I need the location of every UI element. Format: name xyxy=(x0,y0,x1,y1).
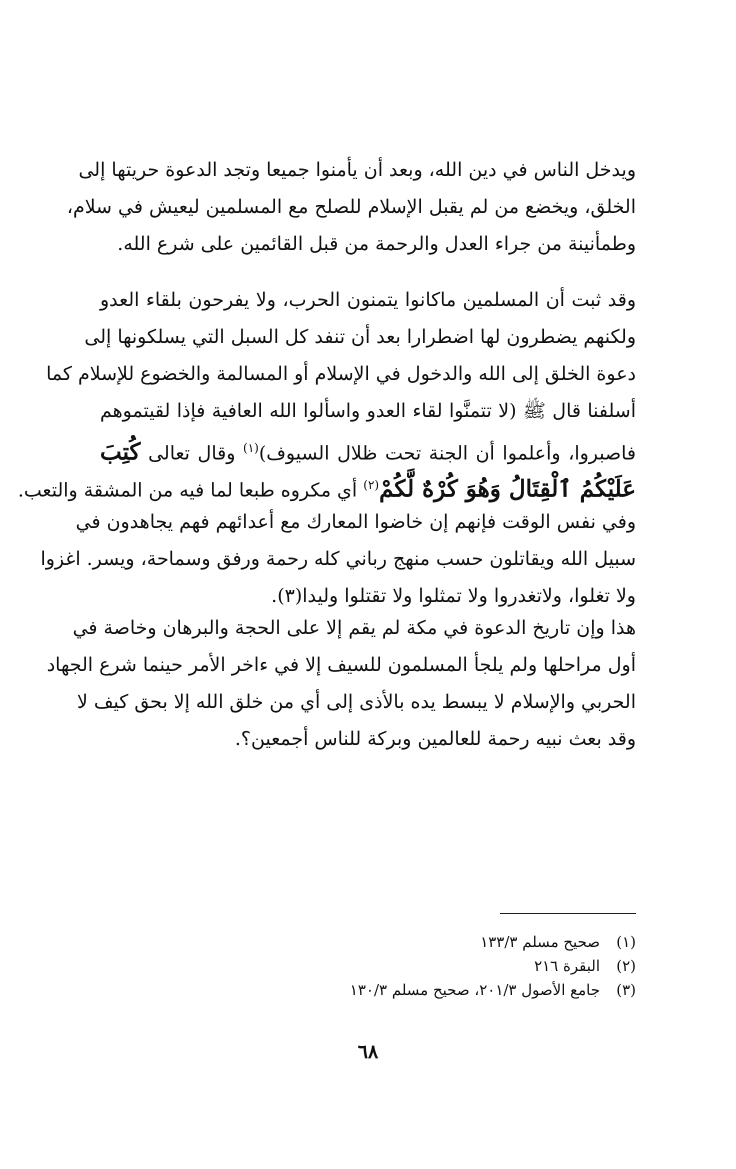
text-line: الخلق، ويخضع من لم يقبل الإسلام للصلح مع المسلمين ليعيش في سلام، xyxy=(66,196,636,218)
text-line: وقد بعث نبيه رحمة للعالمين وبركة للناس أجمعين؟. xyxy=(234,728,636,750)
text-line: أول مراحلها ولم يلجأ المسلمون للسيف إلا في ءاخر الأمر حينما شرع الجهاد xyxy=(46,654,636,676)
text-line: وفي نفس الوقت فإنهم إن خاضوا المعارك مع أعدائهم فهم يجاهدون في xyxy=(75,511,636,533)
text-line xyxy=(100,430,636,467)
footnote-text: جامع الأصول ٢٠١/٣، صحيح مسلم ١٣٠/٣ xyxy=(349,981,600,999)
text-line: أسلفنا قال ﷺ (لا تتمنَّوا لقاء العدو واسألوا الله العافية فإذا لقيتموهم xyxy=(100,400,636,422)
text-line: ويدخل الناس في دين الله، وبعد أن يأمنوا جميعا وتجد الدعوة حريتها إلى xyxy=(78,159,636,181)
footnote-ref-2: (٢) xyxy=(363,478,380,492)
text-line: وقد ثبت أن المسلمين ماكانوا يتمنون الحرب، ولا يفرحون بلقاء العدو xyxy=(100,289,636,311)
footnote-text: البقرة ٢١٦ xyxy=(534,957,600,975)
paragraph-1 xyxy=(66,152,636,263)
text-line: الحربي والإسلام لا يبسط يده بالأذى إلى أي من خلق الله إلا بحق كيف لا xyxy=(76,691,636,713)
footnote-3 xyxy=(100,978,636,1002)
text-line: ولكنهم يضطرون لها اضطرارا بعد أن تنفد كل السبل التي يسلكونها إلى xyxy=(84,326,636,348)
quran-verse: عَلَيْكُمُ ٱلْقِتَالُ وَهُوَ كُرْهٌ لَّكُمْ xyxy=(379,475,636,503)
text-line xyxy=(17,467,636,504)
footnote-text: صحيح مسلم ١٣٣/٣ xyxy=(480,933,600,951)
text-line: وطمأنينة من جراء العدل والرحمة من قبل القائمين على شرع الله. xyxy=(117,233,636,255)
footnote-1 xyxy=(100,930,636,954)
hadith-text: فاصبروا، وأعلموا أن الجنة تحت ظلال السيوف) xyxy=(258,442,636,465)
text-segment: ولا تغلوا، ولاتغدروا ولا تمثلوا ولا تقتلوا وليدا xyxy=(302,585,636,607)
text-segment: أي مكروه طبعا لما فيه من المشقة والتعب. xyxy=(17,479,364,502)
text-segment: وقال تعالى xyxy=(140,442,243,465)
footnote-ref-3: (٣) xyxy=(277,585,303,607)
footnote-number: (١) xyxy=(616,933,636,951)
footnote-number: (٢) xyxy=(616,957,636,975)
text-segment: . xyxy=(271,585,278,607)
footnote-number: (٣) xyxy=(616,981,636,999)
footnote-ref-1: (١) xyxy=(243,441,259,455)
footnote-2 xyxy=(100,954,636,978)
paragraph-3 xyxy=(46,610,636,758)
quran-verse-start: كُتِبَ xyxy=(100,438,141,466)
text-line: دعوة الخلق إلى الله والدخول في الإسلام أو المسالمة والخضوع للإسلام كما xyxy=(46,363,636,385)
paragraph-2 xyxy=(17,282,636,615)
page-number: ٦٨ xyxy=(357,1041,379,1063)
text-line: هذا وإن تاريخ الدعوة في مكة لم يقم إلا على الحجة والبرهان وخاصة في xyxy=(72,617,636,639)
footnote-divider xyxy=(500,913,636,914)
footnotes xyxy=(100,930,636,1002)
text-line: سبيل الله ويقاتلون حسب منهج رباني كله رحمة ورفق وسماحة، ويسر. اغزوا xyxy=(40,548,636,570)
